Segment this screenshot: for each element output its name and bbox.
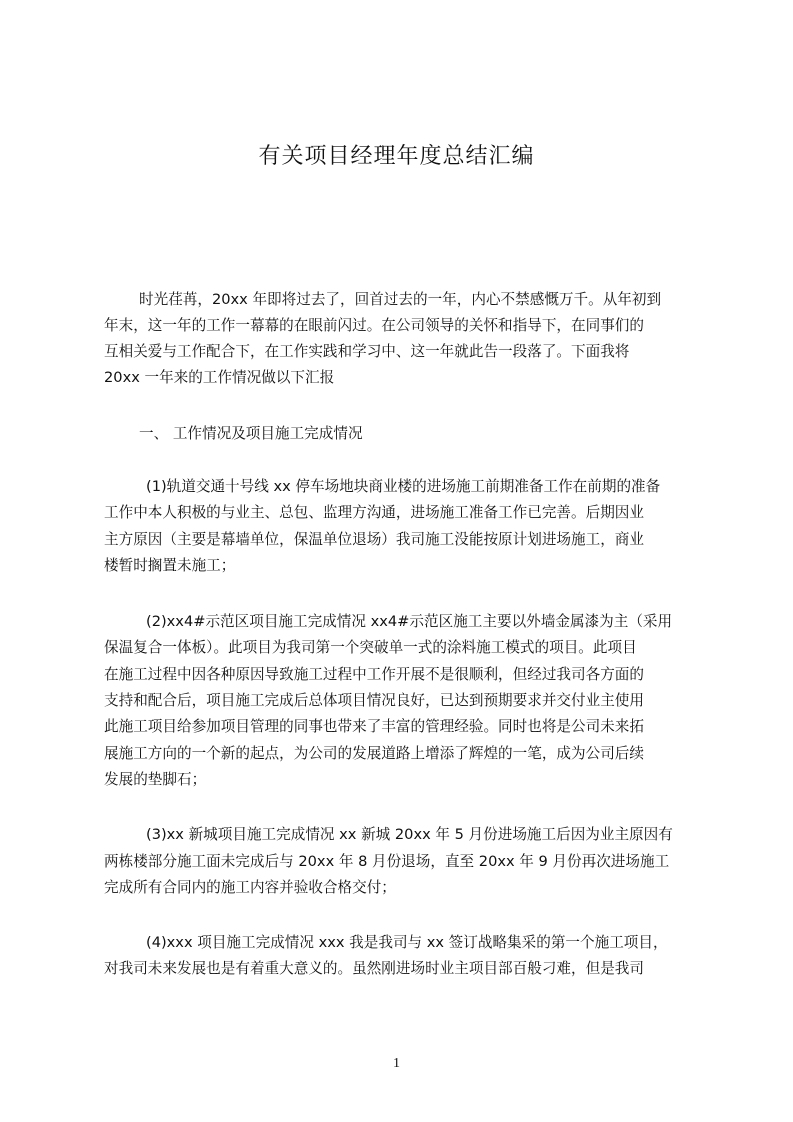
- item3-line-3: 完成所有合同内的施工内容并验收合格交付；: [104, 879, 396, 896]
- item3-line-1: (3)xx 新城项目施工完成情况 xx 新城 20xx 年 5 月份进场施工后因为业主原因有: [146, 826, 673, 843]
- intro-line-4: 20xx 一年来的工作情况做以下汇报: [104, 369, 335, 386]
- item4-line-1: (4)xxx 项目施工完成情况 xxx 我是我司与 xx 签订战略集采的第一个施工项目，: [146, 934, 668, 951]
- intro-line-1: 时光荏苒，20xx 年即将过去了，回首过去的一年，内心不禁感慨万千。从年初到: [139, 291, 662, 308]
- item2-line-1: (2)xx4#示范区项目施工完成情况 xx4#示范区施工主要以外墙金属漆为主（采用: [146, 613, 673, 630]
- item2-line-2: 保温复合一体板）。此项目为我司第一个突破单一式的涂料施工模式的项目。此项目: [104, 639, 637, 656]
- page-number: 1: [393, 1056, 400, 1071]
- document-title: 有关项目经理年度总结汇编: [258, 144, 535, 169]
- intro-line-3: 互相关爱与工作配合下，在工作实践和学习中、这一年就此告一段落了。下面我将: [104, 343, 630, 360]
- section-heading: 一、 工作情况及项目施工完成情况: [139, 425, 363, 442]
- item3-line-2: 两栋楼部分施工面未完成后与 20xx 年 8 月份退场，直至 20xx 年 9 月份再次进场施工: [104, 853, 670, 870]
- item2-line-7: 发展的垫脚石；: [104, 771, 207, 788]
- item2-line-6: 展施工方向的一个新的起点，为公司的发展道路上增添了辉煌的一笔，成为公司后续: [104, 745, 644, 762]
- item2-line-4: 支持和配合后，项目施工完成后总体项目情况良好，已达到预期要求并交付业主使用: [104, 692, 644, 709]
- item2-line-3: 在施工过程中因各种原因导致施工过程中工作开展不是很顺利，但经过我司各方面的: [104, 666, 644, 683]
- item1-line-2: 工作中本人积极的与业主、总包、监理方沟通，进场施工准备工作已完善。后期因业: [104, 504, 644, 521]
- item1-line-3: 主方原因（主要是幕墙单位，保温单位退场）我司施工没能按原计划进场施工，商业: [104, 531, 644, 548]
- item2-line-5: 此施工项目给参加项目管理的同事也带来了丰富的管理经验。同时也将是公司未来拓: [104, 718, 644, 735]
- intro-line-2: 年末，这一年的工作一幕幕的在眼前闪过。在公司领导的关怀和指导下，在同事们的: [104, 317, 644, 334]
- item4-line-2: 对我司未来发展也是有着重大意义的。虽然刚进场时业主项目部百般刁难，但是我司: [104, 960, 644, 977]
- item1-line-1: (1)轨道交通十号线 xx 停车场地块商业楼的进场施工前期准备工作在前期的准备: [146, 478, 661, 495]
- item1-line-4: 楼暂时搁置未施工；: [104, 557, 236, 574]
